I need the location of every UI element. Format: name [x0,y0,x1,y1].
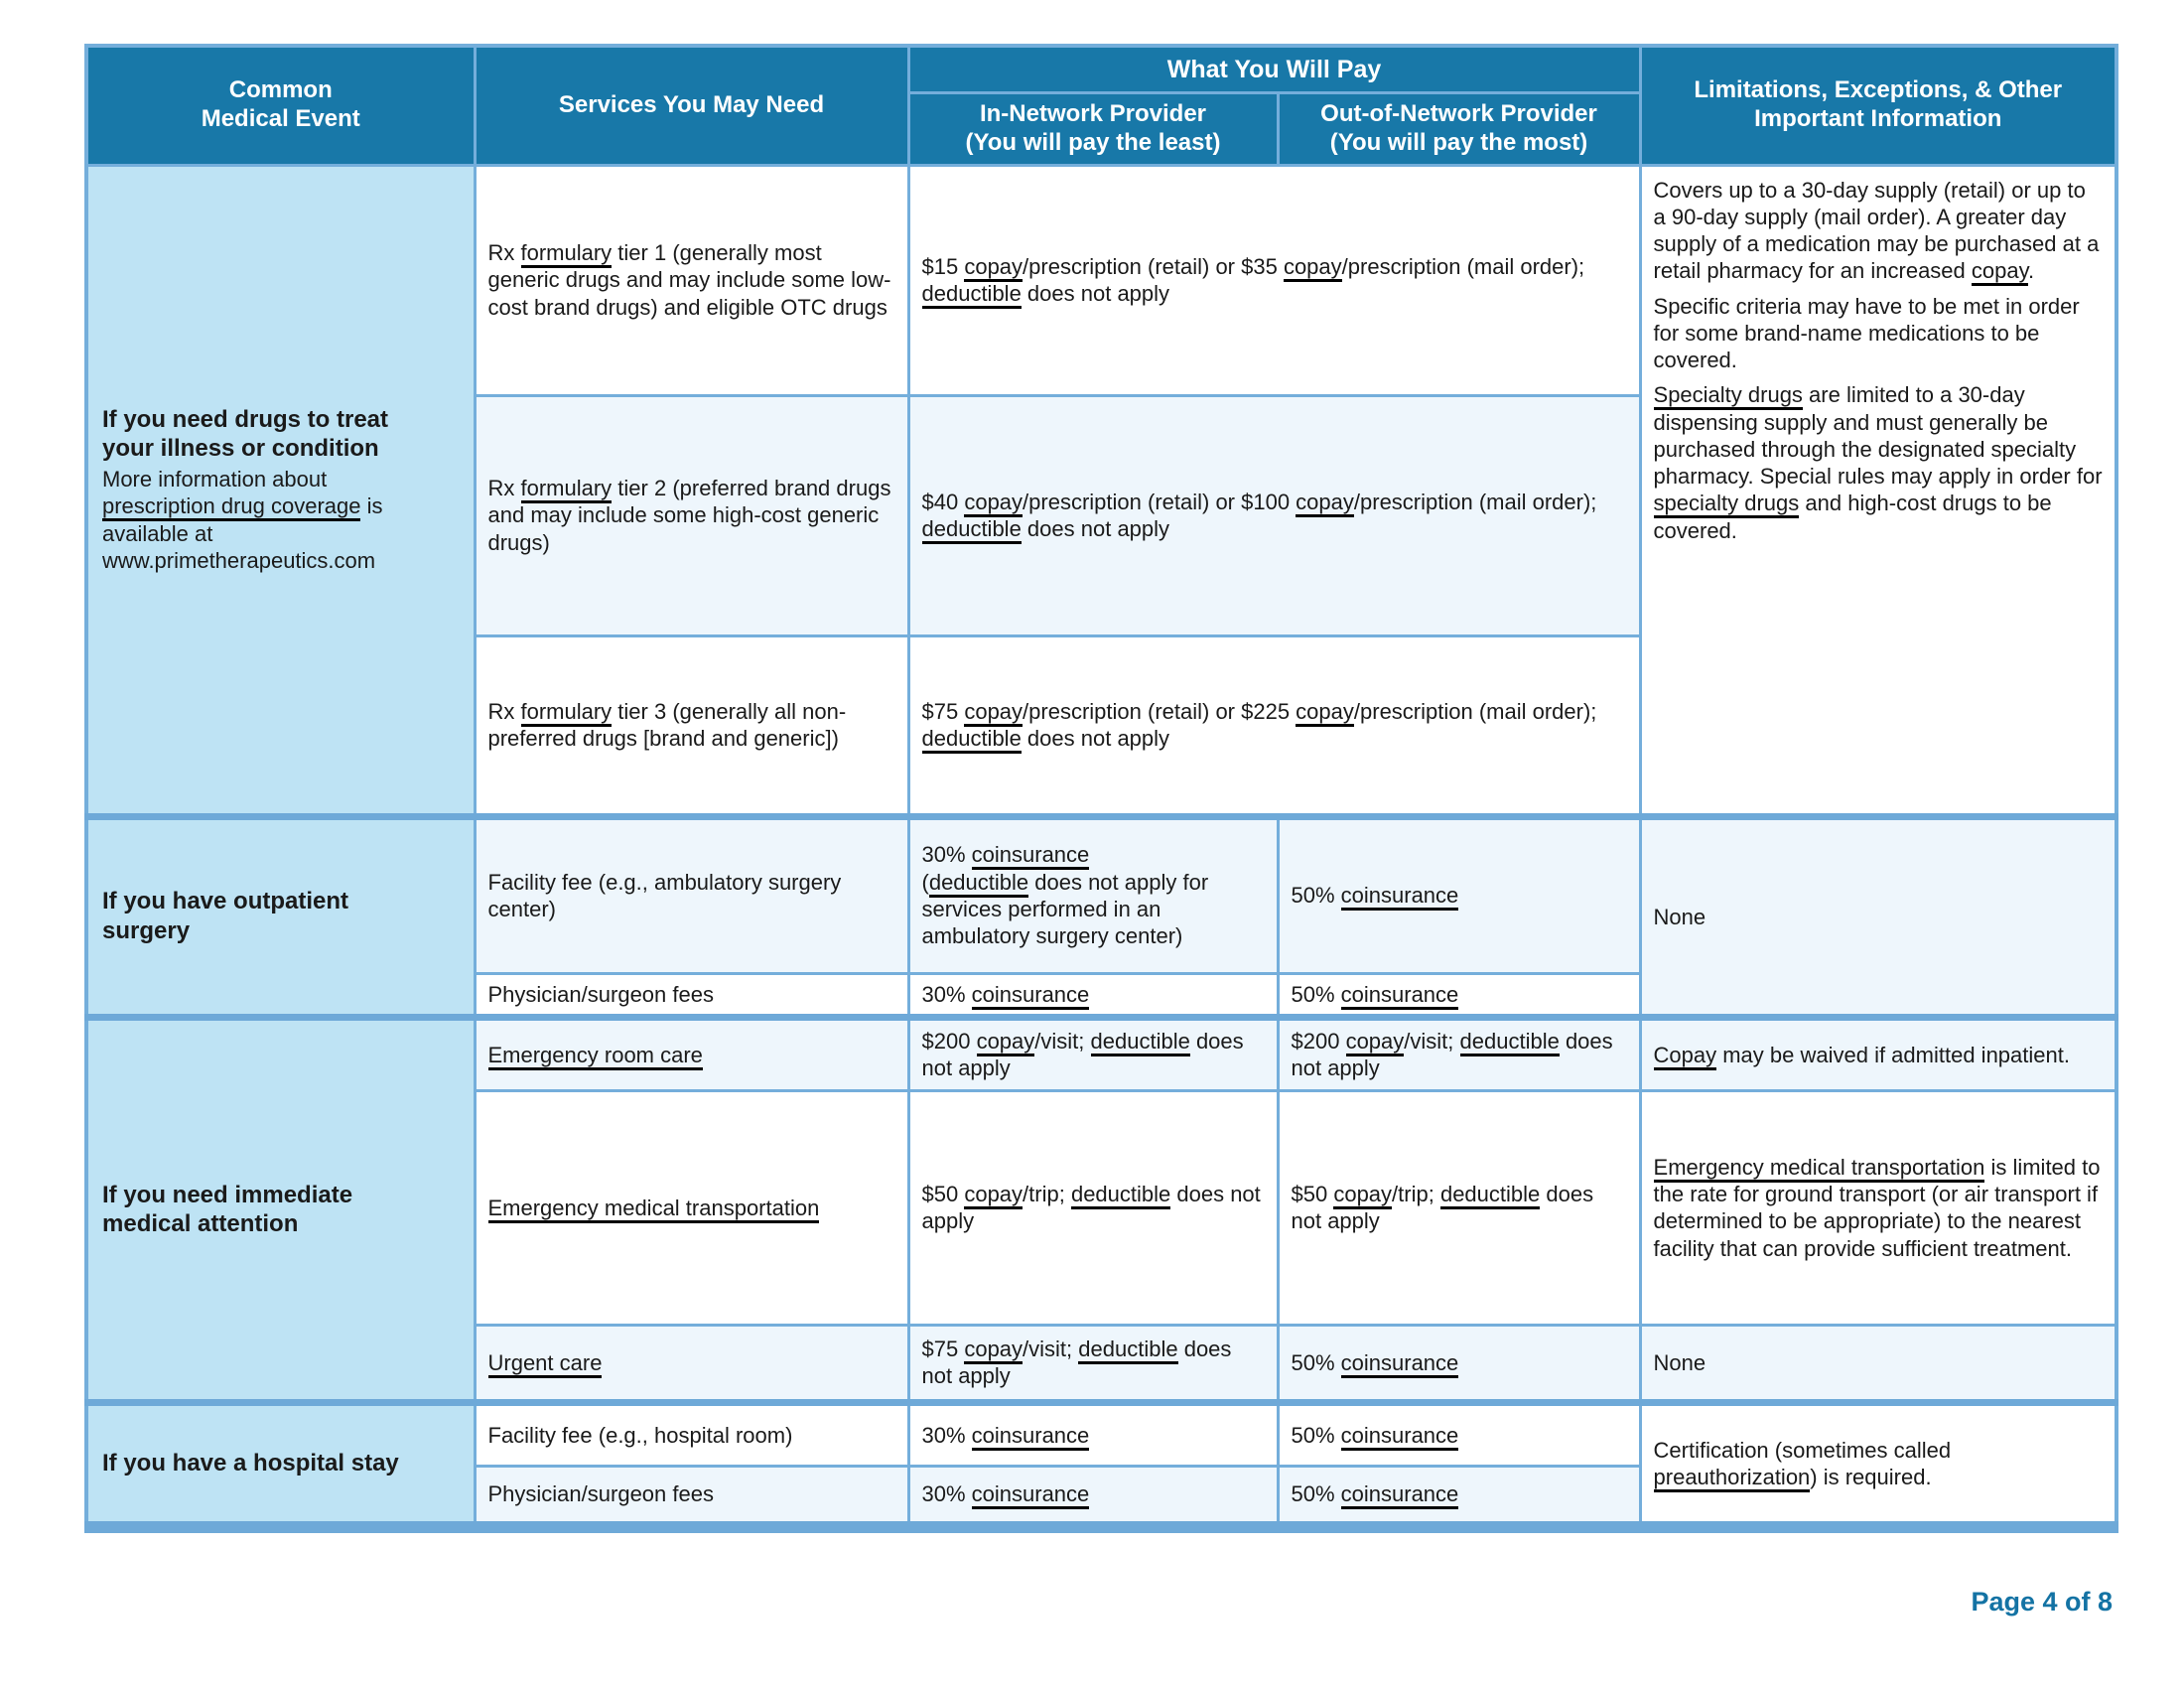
in-network-cell-facility-fee-asc: 30% coinsurance (deductible does not apply for services performed in an ambulatory surgery center) [908,816,1278,973]
event-title: If you need drugs to treat your illness or condition [102,405,389,463]
limitations-cell-outpatient-surgery: None [1640,816,2116,1017]
event-cell-immediate-medical-attention [86,1017,475,1402]
header-common-medical-event: Common Medical Event [86,46,475,165]
in-network-cell-emergency-medical-transportation: $50 copay/trip; deductible does not apply [908,1090,1278,1325]
payment-cell-rx-tier-1: $15 copay/prescription (retail) or $35 copay/prescription (mail order); deductible does not apply [908,165,1640,395]
header-out-of-network-provider: Out-of-Network Provider (You will pay the most) [1278,92,1640,165]
out-of-network-cell-facility-fee-asc: 50% coinsurance [1278,816,1640,973]
service-cell-urgent-care: Urgent care [475,1325,908,1402]
header-what-you-will-pay: What You Will Pay [908,46,1640,92]
payment-cell-rx-tier-3: $75 copay/prescription (retail) or $225 copay/prescription (mail order); deductible does not apply [908,635,1640,816]
benefits-table [84,44,2118,1533]
table-header [86,46,2116,165]
event-title: If you need immediate medical attention [102,1181,353,1238]
limitations-cell-emergency-medical-transportation: Emergency medical transportation is limited to the rate for ground transport (or air transport if determined to be appropriate) to the nearest facility that can provide sufficient treatment. [1640,1090,2116,1325]
limitations-cell-urgent-care: None [1640,1325,2116,1402]
out-of-network-cell-facility-fee-hospital: 50% coinsurance [1278,1402,1640,1466]
event-cell-hospital-stay [86,1402,475,1527]
event-cell-outpatient-surgery [86,816,475,1017]
service-cell-emergency-medical-transportation: Emergency medical transportation [475,1090,908,1325]
limitations-cell-hospital-stay: Certification (sometimes called preauthorization) is required. [1640,1402,2116,1527]
service-cell-facility-fee-asc: Facility fee (e.g., ambulatory surgery center) [475,816,908,973]
page-number: Page 4 of 8 [1971,1587,2113,1617]
out-of-network-cell-emergency-room-care: $200 copay/visit; deductible does not apply [1278,1017,1640,1090]
in-network-cell-physician-fees-hospital: 30% coinsurance [908,1466,1278,1527]
in-network-cell-facility-fee-hospital: 30% coinsurance [908,1402,1278,1466]
out-of-network-cell-urgent-care: 50% coinsurance [1278,1325,1640,1402]
service-cell-facility-fee-hospital: Facility fee (e.g., hospital room) [475,1402,908,1466]
limitation-paragraph: Specialty drugs are limited to a 30-day dispensing supply and must generally be purchased through the designated specialty pharmacy. Special rules may apply in order for specialty drugs and high-cost drugs to be covered. [1653,382,2103,543]
event-title: If you have a hospital stay [102,1450,399,1477]
service-cell-physician-fees-hospital: Physician/surgeon fees [475,1466,908,1527]
event-title: If you have outpatient surgery [102,888,349,945]
out-of-network-cell-physician-fees-outpatient: 50% coinsurance [1278,973,1640,1017]
service-cell-rx-tier-3: Rx formulary tier 3 (generally all non-preferred drugs [brand and generic]) [475,635,908,816]
header-services-you-may-need: Services You May Need [475,46,908,165]
service-cell-rx-tier-2: Rx formulary tier 2 (preferred brand drugs and may include some high-cost generic drugs) [475,395,908,635]
limitations-cell-drugs [1640,165,2116,816]
limitation-paragraph: Covers up to a 30-day supply (retail) or up to a 90-day supply (mail order). A greater day supply of a medication may be purchased at a retail pharmacy for an increased copay. [1654,177,2104,285]
out-of-network-cell-physician-fees-hospital: 50% coinsurance [1278,1466,1640,1527]
in-network-cell-urgent-care: $75 copay/visit; deductible does not apply [908,1325,1278,1402]
payment-cell-rx-tier-2: $40 copay/prescription (retail) or $100 copay/prescription (mail order); deductible does not apply [908,395,1640,635]
out-of-network-cell-emergency-medical-transportation: $50 copay/trip; deductible does not apply [1278,1090,1640,1325]
event-cell-drugs [86,165,475,816]
service-cell-rx-tier-1: Rx formulary tier 1 (generally most generic drugs and may include some low-cost brand drugs) and eligible OTC drugs [475,165,908,395]
limitations-cell-emergency-room-care: Copay may be waived if admitted inpatient. [1640,1017,2116,1090]
in-network-cell-emergency-room-care: $200 copay/visit; deductible does not apply [908,1017,1278,1090]
service-cell-emergency-room-care: Emergency room care [475,1017,908,1090]
header-limitations: Limitations, Exceptions, & Other Important Information [1640,46,2116,165]
header-in-network-provider: In-Network Provider (You will pay the least) [908,92,1278,165]
service-cell-physician-fees-outpatient: Physician/surgeon fees [475,973,908,1017]
limitation-paragraph: Specific criteria may have to be met in order for some brand-name medications to be covered. [1653,293,2080,373]
event-note: More information about prescription drug coverage is available at www.primetherapeutics.com [102,467,383,574]
in-network-cell-physician-fees-outpatient: 30% coinsurance [908,973,1278,1017]
